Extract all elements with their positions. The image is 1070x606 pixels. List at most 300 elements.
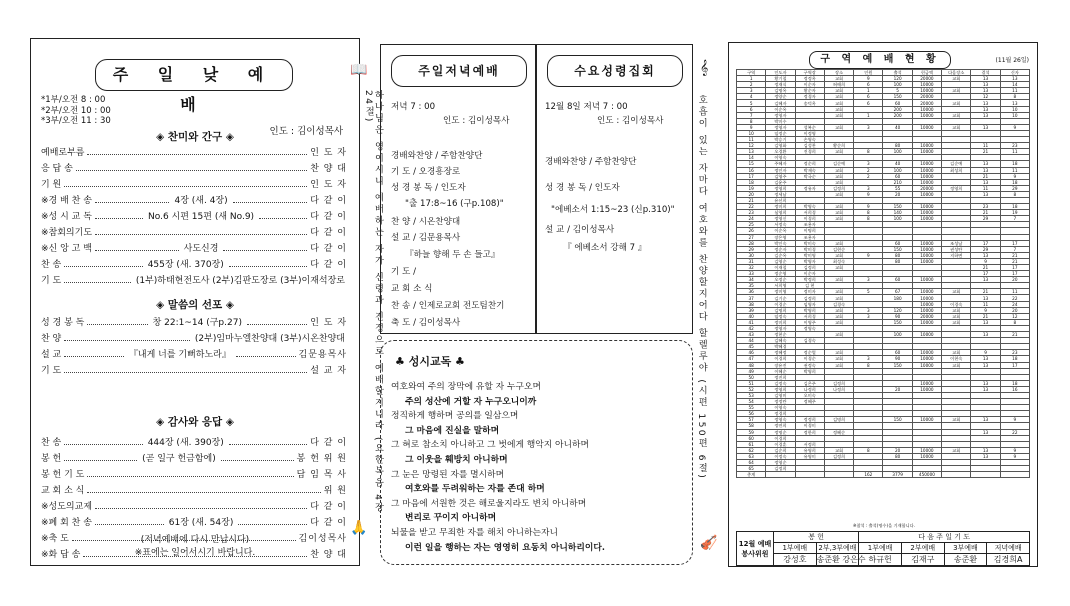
cell-worship-panel <box>728 42 1038 567</box>
table-cell: 8 <box>1000 319 1029 325</box>
table-cell: 10000 <box>912 386 941 392</box>
sunday-service-panel <box>30 38 360 566</box>
row-label: ※폐 회 찬 송 <box>41 517 92 528</box>
table-cell: 7 <box>737 112 766 118</box>
table-cell: 12 <box>971 94 1000 100</box>
table-cell: 박국순 <box>795 173 824 179</box>
cell-table-body <box>737 76 1030 478</box>
table-cell: 정영자 <box>766 325 795 331</box>
table-cell: 13 <box>971 356 1000 362</box>
table-cell: 20 <box>883 191 912 197</box>
table-cell: 10000 <box>912 350 941 356</box>
table-cell: 8 <box>1000 94 1029 100</box>
praying-hands-icon: 🙏 <box>350 520 368 536</box>
volunteer-name: 송준환 <box>944 554 987 566</box>
row-leader-dots <box>64 260 142 267</box>
table-cell: 59 <box>737 429 766 435</box>
table-cell: 21 <box>971 173 1000 179</box>
reading-line: 그 혀로 참소치 아니하고 그 벗에게 행악지 아니하며 <box>391 440 590 451</box>
table-cell: 정영숙 <box>766 417 795 423</box>
service-row <box>41 208 347 222</box>
table-cell: 10000 <box>912 88 941 94</box>
volunteer-headers <box>737 543 1030 554</box>
table-cell: 정영자 <box>766 112 795 118</box>
evening-leader: 인도 : 김이성목사 <box>443 116 510 126</box>
row-detail: 4장 (새. 4장) <box>174 195 228 206</box>
wednesday-panel <box>536 44 693 334</box>
table-cell: 13 <box>971 100 1000 106</box>
table-cell: 김순희 <box>766 447 795 453</box>
table-cell: 교회 <box>942 417 971 423</box>
table-cell: 53 <box>737 392 766 398</box>
table-cell: 교회 <box>824 76 853 82</box>
table-cell: 김정희 <box>824 453 853 459</box>
table-cell: 180 <box>883 295 912 301</box>
responsive-reading-panel <box>380 340 693 565</box>
volunteer-name: 송준환 강은수 <box>816 555 866 564</box>
table-cell: 17 <box>737 173 766 179</box>
service-row <box>41 330 347 344</box>
wednesday-line: 경배와찬양 / 주함찬양단 <box>545 157 637 167</box>
row-leader-dots <box>87 470 293 477</box>
table-cell: 정유자 <box>795 185 824 191</box>
table-cell: 유선희 <box>766 197 795 203</box>
table-cell: 20 <box>883 386 912 392</box>
row-detail: 61장 (새. 54장) <box>168 517 234 528</box>
row-label: ※경 배 찬 송 <box>41 195 92 206</box>
row-leader-dots <box>64 454 137 461</box>
service-row <box>41 144 347 158</box>
table-cell <box>942 472 971 478</box>
table-cell: 31 <box>737 258 766 264</box>
table-cell: 65 <box>737 466 766 472</box>
table-cell: 이경숙 <box>942 301 971 307</box>
table-cell: 12 <box>1000 313 1029 319</box>
table-cell: 교회 <box>824 295 853 301</box>
row-label: 기 원 <box>41 179 62 190</box>
table-cell: 13 <box>737 149 766 155</box>
table-cell: 교회 <box>824 149 853 155</box>
table-cell: 교회 <box>824 124 853 130</box>
table-cell: 이경훈 <box>766 441 795 447</box>
table-cell: 58 <box>737 423 766 429</box>
table-cell: 교회 <box>824 319 853 325</box>
table-cell: 김정희 <box>824 380 853 386</box>
table-cell: 47 <box>737 356 766 362</box>
table-cell: 9 <box>971 307 1000 313</box>
reading-line: 그 이웃을 훼방치 아니하며 <box>405 455 508 465</box>
table-cell: 150 <box>883 204 912 210</box>
table-cell: 교회 <box>824 204 853 210</box>
table-cell: 6 <box>854 94 883 100</box>
table-cell: 9 <box>854 204 883 210</box>
table-cell: 40 <box>883 161 912 167</box>
table-cell: 서정희 <box>795 441 824 447</box>
table-cell: 오경환 <box>766 149 795 155</box>
table-cell: 3 <box>854 161 883 167</box>
table-cell: 90 <box>883 313 912 319</box>
table-cell: 21 <box>971 210 1000 216</box>
row-label: ※성 시 교 독 <box>41 211 92 222</box>
table-cell: 김정희 <box>824 185 853 191</box>
table-cell: 교회 <box>824 289 853 295</box>
violin-icon: 🎻 <box>700 535 718 551</box>
table-cell: 나정희 <box>795 386 824 392</box>
table-cell: 이영숙 <box>766 405 795 411</box>
table-cell: 조용자 <box>795 222 824 228</box>
reading-line: 그 마음에 서원한 것은 해로울지라도 변치 아니하며 <box>391 498 587 509</box>
table-cell: 13 <box>971 447 1000 453</box>
reading-line: 여호와를 두려워하는 자를 존대 하며 <box>405 484 545 495</box>
volunteer-name: 김경희A <box>987 554 1030 566</box>
table-cell: 박영숙 <box>795 204 824 210</box>
row-label: ※화 답 송 <box>41 549 81 560</box>
table-cell: 교회 <box>942 100 971 106</box>
row-detail: 455장 (새. 370장) <box>147 259 224 270</box>
row-detail: 창 22:1~14 (구p.27) <box>152 317 242 328</box>
sunday-evening-panel <box>380 44 536 334</box>
table-cell: 교회 <box>824 307 853 313</box>
table-cell: 3 <box>854 277 883 283</box>
table-cell: 교회 <box>824 88 853 94</box>
table-cell: 13 <box>971 167 1000 173</box>
row-responsible: 인 도 자 <box>310 317 348 328</box>
table-cell: 80 <box>883 453 912 459</box>
table-cell: 최성희 <box>942 167 971 173</box>
table-cell: 조성남 <box>942 240 971 246</box>
table-cell: 13 <box>971 124 1000 130</box>
row-leader-dots <box>64 334 190 341</box>
table-cell: 41 <box>737 319 766 325</box>
table-cell: 10 <box>737 130 766 136</box>
col-header: 출석 <box>883 70 912 76</box>
table-cell: 60 <box>883 173 912 179</box>
table-cell: 유영희 <box>795 447 824 453</box>
table-cell: 54 <box>737 399 766 405</box>
section-heading: ◈ 감사와 응답 ◈ <box>156 416 234 428</box>
service-row <box>41 160 347 174</box>
table-cell: 10000 <box>912 453 941 459</box>
wednesday-title: 수요성령집회 <box>547 55 683 87</box>
row-leader-dots <box>64 350 124 357</box>
table-cell: 140 <box>883 210 912 216</box>
table-cell: 서희경 <box>795 210 824 216</box>
table-cell: 10000 <box>912 356 941 362</box>
table-cell: 정혜정 <box>766 350 795 356</box>
table-cell: 10000 <box>912 447 941 453</box>
row-leader-dots <box>87 148 307 155</box>
table-cell: 14 <box>737 155 766 161</box>
col-header: 장소 <box>824 70 853 76</box>
row-leader-dots <box>95 518 164 525</box>
row-responsible: 담 임 목 사 <box>296 469 347 480</box>
table-cell: 이경희 <box>766 356 795 362</box>
table-cell: 이순옥 <box>766 228 795 234</box>
row-detail: 사도신경 <box>183 243 219 254</box>
table-cell: 21 <box>971 313 1000 319</box>
table-cell: 김정희 <box>795 295 824 301</box>
table-cell: 김명희 <box>824 417 853 423</box>
table-cell: 17 <box>1000 265 1029 271</box>
table-cell: 손영숙 <box>795 137 824 143</box>
table-cell: 교회 <box>824 100 853 106</box>
table-cell: 정혜주 <box>795 399 824 405</box>
table-cell: 35 <box>737 283 766 289</box>
table-cell: 10000 <box>912 246 941 252</box>
table-cell: 교회 <box>942 319 971 325</box>
table-cell: 150 <box>883 362 912 368</box>
service-row <box>41 192 347 206</box>
table-cell: 박미숙 <box>795 240 824 246</box>
table-cell: 교회 <box>942 88 971 94</box>
table-cell: 7 <box>1000 246 1029 252</box>
table-cell: 21 <box>1000 252 1029 258</box>
table-cell: 5 <box>883 88 912 94</box>
table-cell: 교회 <box>942 313 971 319</box>
table-cell: 박승기 <box>766 137 795 143</box>
row-leader-dots <box>259 212 307 219</box>
table-cell: 박재숙 <box>795 167 824 173</box>
row-leader-dots <box>233 196 308 203</box>
table-cell: 정영희 <box>766 185 795 191</box>
table-cell: 김명옥 <box>766 88 795 94</box>
service-row <box>41 240 347 254</box>
table-cell: 13 <box>971 380 1000 386</box>
row-responsible: 위 원 <box>323 485 347 496</box>
table-cell: 10000 <box>912 417 941 423</box>
table-cell: 16 <box>1000 386 1029 392</box>
table-cell: 성복순 <box>795 124 824 130</box>
table-cell: 김은주 <box>795 380 824 386</box>
table-cell: 150 <box>883 246 912 252</box>
row-label: 교 회 소 식 <box>41 485 85 496</box>
table-cell: 정경자 <box>795 94 824 100</box>
volunteer-name: 김재구 <box>901 554 944 566</box>
table-cell: 김윤주 <box>766 179 795 185</box>
table-cell: 18 <box>1000 380 1029 386</box>
table-cell: 13 <box>971 453 1000 459</box>
service-row <box>41 362 347 376</box>
table-cell: 황순자 <box>795 88 824 94</box>
row-label: 성 경 봉 독 <box>41 317 85 328</box>
evening-line: 성 경 봉 독 / 인도자 <box>391 183 466 193</box>
table-cell: 100 <box>883 82 912 88</box>
table-cell: 10000 <box>912 149 941 155</box>
table-cell: 정정희 <box>795 417 824 423</box>
table-cell: 10000 <box>912 319 941 325</box>
table-cell: 지하면 <box>942 252 971 258</box>
table-cell: 최성숙 <box>824 258 853 264</box>
table-cell: 18 <box>1000 179 1029 185</box>
table-cell: 100 <box>883 216 912 222</box>
row-label: 설 교 <box>41 349 62 360</box>
table-cell: 80 <box>883 258 912 264</box>
table-cell: 36 <box>737 289 766 295</box>
table-cell: 오미숙 <box>795 392 824 398</box>
table-cell: 9 <box>854 191 883 197</box>
table-cell: 28 <box>737 240 766 246</box>
table-cell: 정순자 <box>766 246 795 252</box>
table-cell: 2 <box>854 167 883 173</box>
table-cell: 33 <box>737 271 766 277</box>
table-cell: 5 <box>737 100 766 106</box>
table-cell: 심영희 <box>766 210 795 216</box>
table-cell: 60 <box>883 350 912 356</box>
table-cell: 10000 <box>912 362 941 368</box>
table-cell: 김순옥 <box>766 252 795 258</box>
reading-line: 정직하게 행하며 공의를 일삼으며 <box>391 411 519 422</box>
table-cell: 이경순 <box>766 301 795 307</box>
table-cell: 29 <box>971 216 1000 222</box>
group-offering: 봉 헌 <box>774 532 859 543</box>
table-cell: 교회 <box>942 307 971 313</box>
sunday-title: 주 일 낮 예 배 <box>95 59 293 91</box>
reading-line: 주의 성산에 거할 자 누구오니이까 <box>405 396 537 407</box>
reading-title: ♣ 성시교독 ♣ <box>395 355 465 368</box>
table-cell: 정영신 <box>766 216 795 222</box>
volunteer-role: 2부,3부예배 <box>816 543 859 554</box>
table-cell: 80 <box>883 252 912 258</box>
table-cell: 박정희 <box>795 277 824 283</box>
table-cell: 정세남 <box>766 191 795 197</box>
table-cell: 8 <box>854 362 883 368</box>
table-cell: 210 <box>883 179 912 185</box>
row-label: 봉 헌 기 도 <box>41 469 85 480</box>
table-cell: 62 <box>737 447 766 453</box>
table-cell: 4 <box>737 94 766 100</box>
table-cell: 18 <box>1000 204 1029 210</box>
reading-line: 그 마음에 진실을 말하며 <box>405 425 500 436</box>
time-2: *2부/오전 10 : 00 <box>41 105 111 116</box>
table-cell: 정영희 <box>942 185 971 191</box>
table-cell: 6 <box>854 82 883 88</box>
row-leader-dots <box>64 276 131 283</box>
table-cell: 30 <box>737 252 766 258</box>
table-cell: 13 <box>971 76 1000 82</box>
table-cell: 박영희 <box>795 368 824 374</box>
row-label: 찬 양 <box>41 333 62 344</box>
table-cell: 김성찬 <box>795 143 824 149</box>
row-responsible: 찬 양 대 <box>310 549 347 560</box>
row-leader-dots <box>95 228 307 235</box>
table-cell: 10000 <box>912 332 941 338</box>
table-cell: 27 <box>737 234 766 240</box>
table-cell: 3 <box>854 313 883 319</box>
row-responsible: 다 같 이 <box>310 517 347 528</box>
table-cell: 120 <box>883 307 912 313</box>
table-cell <box>1000 472 1029 478</box>
table-cell: 13 <box>971 429 1000 435</box>
table-cell: 교회 <box>824 210 853 216</box>
table-cell: 39 <box>737 307 766 313</box>
service-row <box>41 314 347 328</box>
row-responsible: 다 같 이 <box>310 227 347 238</box>
table-cell: 21 <box>1000 258 1029 264</box>
table-cell: 정진희 <box>766 374 795 380</box>
table-cell: 교회 <box>942 289 971 295</box>
table-cell: 정정란 <box>766 399 795 405</box>
row-responsible: 다 같 이 <box>310 211 347 222</box>
table-cell: 11 <box>737 137 766 143</box>
table-cell: 23 <box>1000 143 1029 149</box>
service-row <box>41 224 347 238</box>
volunteer-role: 2부예배 <box>901 543 944 554</box>
table-cell: 21 <box>971 149 1000 155</box>
row-responsible: 김문용목사 <box>298 349 348 360</box>
table-cell: 19 <box>1000 210 1029 216</box>
volunteer-name: 강성호 <box>774 554 817 566</box>
table-cell: 이순자 <box>795 271 824 277</box>
table-cell: 정정옥 <box>795 76 824 82</box>
col-header: 인원 <box>854 70 883 76</box>
table-cell: 교회 <box>824 332 853 338</box>
table-cell: 80 <box>883 143 912 149</box>
wednesday-time: 12월 8일 저녁 7 : 00 <box>545 102 628 112</box>
col-header: 신자 <box>1000 70 1029 76</box>
table-cell: 이경희 <box>766 435 795 441</box>
col-header: 헌금액 <box>912 70 941 76</box>
table-cell: 57 <box>737 417 766 423</box>
service-row <box>41 346 347 360</box>
cell-table <box>736 69 1030 478</box>
table-cell: 25 <box>737 222 766 228</box>
table-cell: 박미수 <box>766 118 795 124</box>
table-cell: 10000 <box>912 143 941 149</box>
service-row <box>41 256 347 270</box>
table-cell: 교회 <box>942 124 971 130</box>
col-header: 인도자 <box>766 70 795 76</box>
table-cell: 김영미 <box>766 392 795 398</box>
table-cell: 나정희 <box>824 386 853 392</box>
table-cell: 42 <box>737 325 766 331</box>
table-cell: 40 <box>737 313 766 319</box>
row-leader-dots <box>64 366 307 373</box>
table-cell: 1 <box>854 88 883 94</box>
table-cell: 정미자 <box>795 289 824 295</box>
table-cell: 21 <box>971 289 1000 295</box>
table-cell: 10000 <box>912 204 941 210</box>
volunteer-label: 12월 예배 봉사위원 <box>737 532 774 566</box>
table-cell: 34 <box>737 277 766 283</box>
row-responsible: 다 같 이 <box>310 243 347 254</box>
table-cell: 21 <box>1000 332 1029 338</box>
table-cell: 13 <box>971 252 1000 258</box>
table-cell: 8 <box>1000 191 1029 197</box>
evening-line: 교 회 소 식 <box>391 284 433 294</box>
table-cell: 10000 <box>912 210 941 216</box>
row-label: 예배로부름 <box>41 147 85 158</box>
row-detail: (2부)임마누엘찬양대 (3부)시온찬양대 <box>194 333 345 344</box>
service-row <box>41 482 347 496</box>
cell-note: ※참석 : 출석(명수)을 기재합니다. <box>852 523 916 528</box>
row-responsible: 인 도 자 <box>310 179 347 190</box>
table-cell: 정연희 <box>766 423 795 429</box>
sunday-leader: 인도 : 김이성목사 <box>269 126 343 137</box>
table-cell: 이재철 <box>766 265 795 271</box>
table-cell: 10000 <box>912 252 941 258</box>
table-cell: 100 <box>883 149 912 155</box>
table-cell: 김명희 <box>766 307 795 313</box>
row-responsible: 김이성목사 <box>298 533 347 544</box>
table-cell: 43 <box>737 332 766 338</box>
table-cell: 정순희 <box>795 161 824 167</box>
table-cell: 20000 <box>912 76 941 82</box>
table-cell: 10000 <box>912 112 941 118</box>
table-cell: 150 <box>883 417 912 423</box>
table-cell: 임정숙 <box>766 313 795 319</box>
table-cell: 10000 <box>912 258 941 264</box>
table-cell: 교회 <box>942 112 971 118</box>
